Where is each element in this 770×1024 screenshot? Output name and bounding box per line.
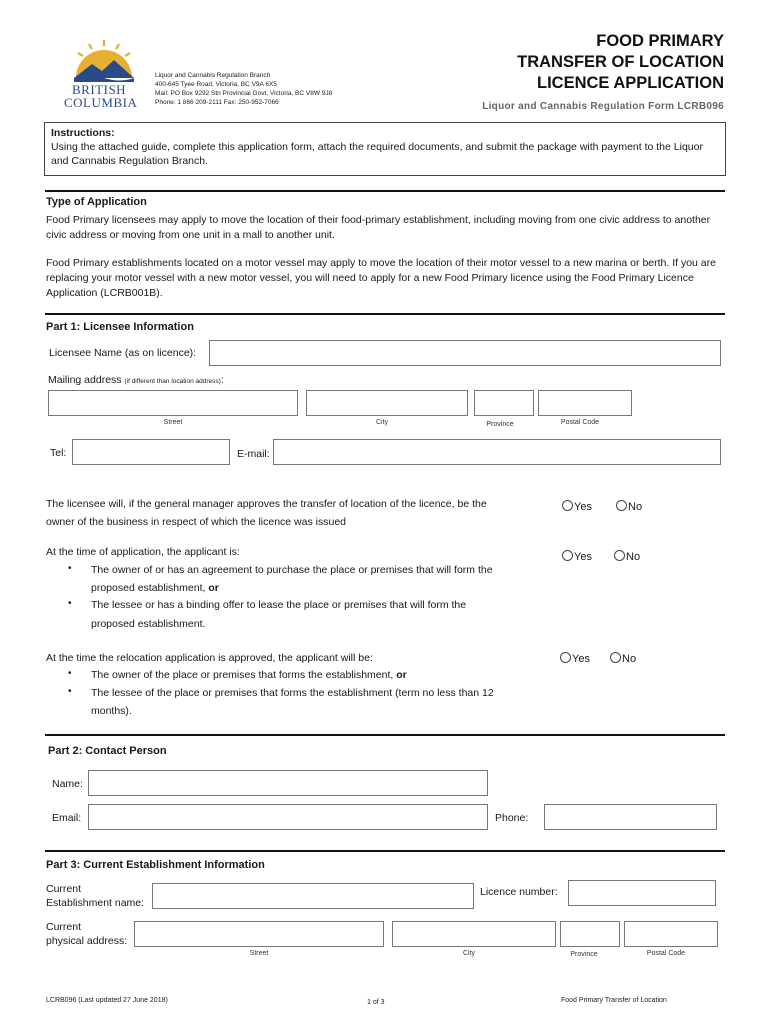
form-title-line2: TRANSFER OF LOCATION <box>517 53 724 71</box>
street-caption: Street <box>163 419 183 426</box>
licence-number-input[interactable] <box>568 880 716 906</box>
q2-text: At the time of application, the applicant is: <box>46 546 240 558</box>
form-title-line1: FOOD PRIMARY <box>596 32 724 50</box>
instructions-text: Using the attached guide, complete this application form, attach the required documents, and submit the package with payment to the Liquor and Cannabis Regulation Branch. <box>51 141 703 167</box>
licensee-name-input[interactable] <box>209 340 721 366</box>
radio-icon <box>562 500 573 511</box>
contact-name-input[interactable] <box>88 770 488 796</box>
current-city-input[interactable] <box>392 921 556 947</box>
tel-input[interactable] <box>72 439 230 465</box>
postal-caption: Postal Code <box>646 950 686 957</box>
logo-text-british: BRITISH <box>72 82 127 97</box>
logo-text-columbia: COLUMBIA <box>64 95 138 110</box>
contact-email-label: Email: <box>52 812 82 824</box>
branch-address-2: Mail: PO Box 9292 Stn Provincial Govt, Victoria, BC V8W 9J8 <box>155 90 333 97</box>
footer-right: Food Primary Transfer of Location <box>561 997 667 1004</box>
q1-no-option[interactable] <box>616 500 642 513</box>
q2-no-label: No <box>626 551 641 563</box>
q2-yes-label: Yes <box>574 551 592 563</box>
q1-line1: The licensee will, if the general manager approves the transfer of location of the licence, be the <box>46 498 487 510</box>
part3-heading: Part 3: Current Establishment Information <box>46 859 265 871</box>
email-label: E-mail: <box>237 448 270 460</box>
city-caption: City <box>375 419 389 426</box>
radio-icon <box>610 652 621 663</box>
part2-heading: Part 2: Contact Person <box>48 745 167 757</box>
q3-yes-label: Yes <box>572 653 590 665</box>
footer-page: 1 of 3 <box>367 999 385 1006</box>
form-title-line3: LICENCE APPLICATION <box>536 74 724 92</box>
q2-bullet1-text: proposed establishment, <box>91 582 206 594</box>
city-caption: City <box>462 950 476 957</box>
radio-icon <box>614 550 625 561</box>
mailing-postal-input[interactable] <box>538 390 632 416</box>
bc-logo <box>62 38 146 110</box>
q1-line2: owner of the business in respect of which the licence was issued <box>46 516 346 528</box>
bullet: • <box>68 563 72 574</box>
contact-phone-label: Phone: <box>495 812 529 824</box>
licensee-name-label: Licensee Name (as on licence): <box>49 347 197 359</box>
postal-caption: Postal Code <box>560 419 600 426</box>
licence-number-label: Licence number: <box>480 886 558 898</box>
province-caption: Province <box>570 951 598 958</box>
q1-yes-option[interactable] <box>562 500 592 513</box>
q3-bullet2-line1: The lessee of the place or premises that forms the establishment (term no less than 12 <box>91 687 494 699</box>
q1-yes-label: Yes <box>574 501 592 513</box>
q2-or: or <box>208 582 219 594</box>
contact-phone-input[interactable] <box>544 804 717 830</box>
instructions-heading: Instructions: <box>51 127 115 139</box>
q3-no-option[interactable] <box>610 652 636 665</box>
province-caption: Province <box>486 421 514 428</box>
q3-bullet2-line2: months). <box>91 705 132 717</box>
email-input[interactable] <box>273 439 721 465</box>
q3-text: At the time the relocation application is approved, the applicant will be: <box>46 652 373 664</box>
branch-address-1: 400-645 Tyee Road, Victoria, BC V9A 6X5 <box>155 81 277 88</box>
branch-phone: Phone: 1 866 209-2111 Fax: 250-952-7066 <box>155 99 279 106</box>
q3-bullet1 <box>91 668 407 683</box>
q2-bullet1-line2 <box>91 581 219 596</box>
q1-no-label: No <box>628 501 643 513</box>
mailing-label: Mailing address <box>48 374 122 386</box>
type-para-2: Food Primary establishments located on a motor vessel may apply to move the location of their motor vessel to a new marina or berth. If you are replacing your motor vessel with a new motor vessel, you will need to apply for a new Food Primary licence using the Food Primary Licence Application (LCRB001B). <box>46 257 716 299</box>
address-label-2: physical address: <box>46 935 128 947</box>
form-id: Liquor and Cannabis Regulation Form LCRB096 <box>482 101 724 112</box>
divider <box>45 734 725 736</box>
bullet: • <box>68 598 72 609</box>
address-label-1: Current <box>46 921 82 933</box>
est-name-label-2: Establishment name: <box>46 897 145 909</box>
establishment-name-input[interactable] <box>152 883 474 909</box>
tel-label: Tel: <box>50 447 67 459</box>
bullet: • <box>68 686 72 697</box>
q3-bullet1-text: The owner of the place or premises that forms the establishment, <box>91 669 394 681</box>
type-para-1: Food Primary licensees may apply to move the location of their food-primary establishment, including moving from one civic address to another civic address or moving from one unit in a mall to another unit. <box>46 214 711 241</box>
current-street-input[interactable] <box>134 921 384 947</box>
mailing-street-input[interactable] <box>48 390 298 416</box>
mailing-address-label <box>48 373 224 389</box>
divider <box>45 190 725 192</box>
mailing-province-input[interactable] <box>474 390 534 416</box>
radio-icon <box>616 500 627 511</box>
branch-name: Liquor and Cannabis Regulation Branch <box>155 72 271 79</box>
q3-yes-option[interactable] <box>560 652 590 665</box>
street-caption: Street <box>249 950 269 957</box>
form-title <box>517 31 724 94</box>
bc-sun-icon <box>62 38 146 82</box>
bullet: • <box>68 668 72 679</box>
type-heading: Type of Application <box>46 196 147 208</box>
q2-yes-option[interactable] <box>562 550 592 563</box>
divider <box>45 850 725 852</box>
mailing-city-input[interactable] <box>306 390 468 416</box>
contact-name-label: Name: <box>52 778 83 790</box>
footer-left: LCRB096 (Last updated 27 June 2018) <box>46 997 168 1004</box>
mailing-colon: : <box>220 374 224 386</box>
contact-email-input[interactable] <box>88 804 488 830</box>
radio-icon <box>562 550 573 561</box>
q3-no-label: No <box>622 653 637 665</box>
current-province-input[interactable] <box>560 921 620 947</box>
q3-or: or <box>396 669 407 681</box>
part1-heading: Part 1: Licensee Information <box>46 321 194 333</box>
divider <box>45 313 725 315</box>
est-name-label-1: Current <box>46 883 82 895</box>
q2-bullet2-line1: The lessee or has a binding offer to lease the place or premises that will form the <box>91 599 467 611</box>
current-postal-input[interactable] <box>624 921 718 947</box>
instructions-box <box>44 122 726 176</box>
mailing-note: (if different than location address) <box>124 378 221 385</box>
q2-no-option[interactable] <box>614 550 640 563</box>
radio-icon <box>560 652 571 663</box>
q2-bullet1-line1: The owner of or has an agreement to purchase the place or premises that will form the <box>91 564 493 576</box>
q2-bullet2-line2: proposed establishment. <box>91 618 206 630</box>
